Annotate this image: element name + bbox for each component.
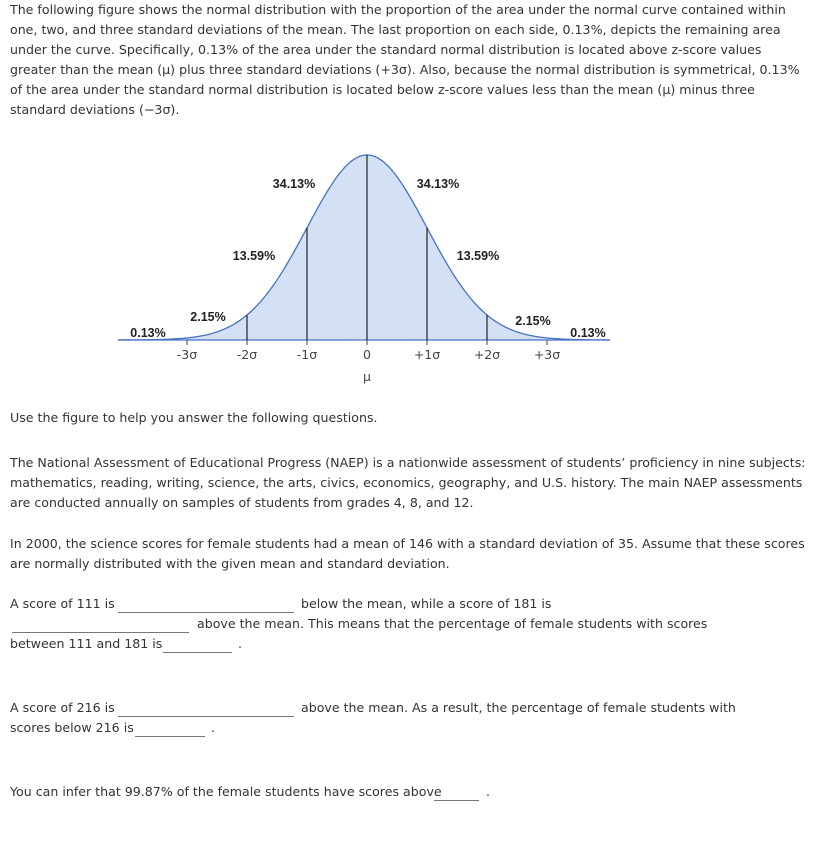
q2-text-a: A score of 216 is xyxy=(10,700,115,715)
mean-symbol-label: μ xyxy=(363,369,371,384)
q2-period: . xyxy=(211,720,216,735)
tick-label-p3: +3σ xyxy=(533,347,561,362)
region-label-5: 34.13% xyxy=(416,177,460,191)
region-label-3: 13.59% xyxy=(232,249,276,263)
q2-blank-2[interactable] xyxy=(135,736,205,737)
q3-blank[interactable] xyxy=(434,800,479,801)
tick-label-p2: +2σ xyxy=(473,347,501,362)
region-label-2: 2.15% xyxy=(190,310,226,324)
q2-text-c: scores below 216 is xyxy=(10,720,134,735)
q1-blank-3[interactable] xyxy=(163,652,232,653)
intro-paragraph: The following figure shows the normal distribution with the proportion of the area under the normal curve contained within one, two, and three standard deviations of the mean. The last proportion on each side, 0.13%, depicts the remaining area under the curve. Specifically, 0.13% of the area under the standard normal distribution is located above z-score values greater than the mean (μ) plus three standard deviations (+3σ). Also, because the normal distribution is symmetrical, 0.13% of the area under the standard normal distribution is located below z-score values less than the mean (μ) minus three standard deviations (−3σ). xyxy=(10,2,800,117)
normal-curve-chart xyxy=(0,140,817,390)
tick-label-m1: -1σ xyxy=(296,347,318,362)
q1-text-c: above the mean. This means that the percentage of female students with scores xyxy=(197,616,708,631)
normal-distribution-figure xyxy=(0,140,817,390)
scores-paragraph: In 2000, the science scores for female students had a mean of 146 with a standard deviation of 35. Assume that these scores are normally distributed with the given mean and standard deviation. xyxy=(10,536,805,571)
region-label-4: 34.13% xyxy=(272,177,316,191)
q1-text-b: below the mean, while a score of 181 is xyxy=(301,596,552,611)
q3-period: . xyxy=(486,784,491,799)
q1-period: . xyxy=(238,636,243,651)
q1-text-d: between 111 and 181 is xyxy=(10,636,163,651)
q1-text-a: A score of 111 is xyxy=(10,596,115,611)
region-label-7: 2.15% xyxy=(515,314,551,328)
q2-blank-1[interactable] xyxy=(118,716,294,717)
q2-text-b: above the mean. As a result, the percentage of female students with xyxy=(301,700,736,715)
tick-label-zero: 0 xyxy=(363,347,371,362)
tick-label-m3: -3σ xyxy=(176,347,198,362)
naep-paragraph: The National Assessment of Educational Progress (NAEP) is a nationwide assessment of students’ proficiency in nine subjects: mathematics, reading, writing, science, the arts, civics, economics, geography, and U.S. history. The main NAEP assessments are conducted annually on samples of students from grades 4, 8, and 12. xyxy=(10,455,806,510)
tick-label-p1: +1σ xyxy=(413,347,441,362)
region-label-8: 0.13% xyxy=(570,326,606,340)
region-label-1: 0.13% xyxy=(130,326,166,340)
use-figure-text: Use the figure to help you answer the following questions. xyxy=(10,410,378,425)
q1-blank-2[interactable] xyxy=(12,632,189,633)
region-label-6: 13.59% xyxy=(456,249,500,263)
tick-label-m2: -2σ xyxy=(236,347,258,362)
q1-blank-1[interactable] xyxy=(118,612,294,613)
q3-text: You can infer that 99.87% of the female students have scores above xyxy=(10,784,442,799)
